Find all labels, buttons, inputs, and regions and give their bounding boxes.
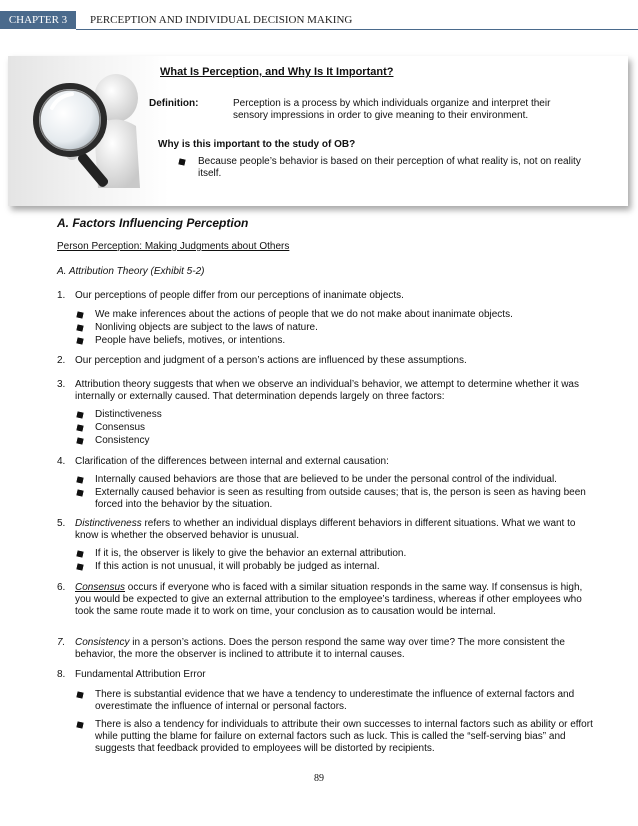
chapter-title: PERCEPTION AND INDIVIDUAL DECISION MAKING <box>90 14 353 26</box>
list-item: Fundamental Attribution Error <box>75 669 206 680</box>
term-distinctiveness: Distinctiveness <box>75 518 142 529</box>
term-definition: refers to whether an individual displays different behaviors in different situations. What we want to know is whether the observed behavior is unusual. <box>75 518 576 541</box>
list-item: If it is, the observer is likely to give the behavior an external attribution. <box>95 548 407 559</box>
banner-title: What Is Perception, and Why Is It Important? <box>160 66 394 78</box>
item-number: 4. <box>57 456 66 467</box>
item-number: 1. <box>57 290 66 301</box>
bullet-icon <box>76 563 83 570</box>
list-item: Our perception and judgment of a person’s actions are influenced by these assumptions. <box>75 355 467 366</box>
list-item: Attribution theory suggests that when we observe an individual’s behavior, we attempt to determine whether it was internally or externally caused. That determination depends largely on three factors: <box>75 379 579 402</box>
term-definition: in a person’s actions. Does the person respond the same way over time? The more consistent the behavior, the more the observer is inclined to attribute it to internal causes. <box>75 637 565 660</box>
list-item <box>75 582 595 618</box>
chapter-label: CHAPTER 3 <box>0 11 76 29</box>
item-number: 5. <box>57 518 66 529</box>
bullet-icon <box>76 476 83 483</box>
term-definition: occurs if everyone who is faced with a similar situation responds in the same way. If consensus is high, you would be expected to give an external attribution to the employee’s tardiness, whereas if other employees who took the same route made it to work on time, your conclusion as to causation would be internal. <box>75 582 583 617</box>
header-rule <box>76 29 638 30</box>
bullet-icon <box>76 424 83 431</box>
magnifier-figure-illustration <box>28 68 148 200</box>
bullet-icon <box>76 691 83 698</box>
list-item: Distinctiveness <box>95 409 162 420</box>
list-item: Nonliving objects are subject to the laws of nature. <box>95 322 318 333</box>
list-item: Clarification of the differences between internal and external causation: <box>75 456 389 467</box>
list-item: Consensus <box>95 422 146 433</box>
list-item: Consistency <box>95 435 150 446</box>
bullet-icon <box>76 437 83 444</box>
bullet-icon <box>76 411 83 418</box>
definition-text: Perception is a process by which individuals organize and interpret their sensory impressions in order to give meaning to their environment. <box>233 98 551 121</box>
item-number: 3. <box>57 379 66 390</box>
term-consensus: Consensus <box>75 582 126 593</box>
bullet-icon <box>178 158 185 165</box>
list-item <box>75 518 595 542</box>
list-item: There is substantial evidence that we have a tendency to underestimate the influence of external factors and overestimate the influence of internal or personal factors. <box>95 689 575 712</box>
term-consistency: Consistency <box>75 637 130 648</box>
bullet-icon <box>76 550 83 557</box>
subheading: Person Perception: Making Judgments about Others <box>57 241 290 252</box>
why-question: Why is this important to the study of OB? <box>158 139 356 150</box>
list-item: Externally caused behavior is seen as resulting from outside causes; that is, the person is seen as having been forced into the behavior by the situation. <box>95 487 586 510</box>
item-number: 8. <box>57 669 66 680</box>
bullet-icon <box>76 337 83 344</box>
list-item: People have beliefs, motives, or intentions. <box>95 335 286 346</box>
bullet-icon <box>76 324 83 331</box>
page-number: 89 <box>314 773 324 784</box>
list-item: Our perceptions of people differ from our perceptions of inanimate objects. <box>75 290 404 301</box>
list-item <box>75 637 595 661</box>
banner-bullet-text: Because people’s behavior is based on their perception of what reality is, not on reality itself. <box>198 156 581 179</box>
item-number: 2. <box>57 355 66 366</box>
bullet-icon <box>76 311 83 318</box>
list-item: We make inferences about the actions of people that we do not make about inanimate objects. <box>95 309 513 320</box>
item-number: 6. <box>57 582 66 593</box>
bullet-icon <box>76 489 83 496</box>
list-item: There is also a tendency for individuals to attribute their own successes to internal factors such as ability or effort while putting the blame for failure on external factors such as luck. This is called the “self-serving bias” and suggests that feedback provided to employees will be distorted by recipients. <box>95 719 593 754</box>
list-item: Internally caused behaviors are those that are believed to be under the personal control of the individual. <box>95 474 557 485</box>
section-title: A. Factors Influencing Perception <box>57 216 249 230</box>
subsection-title: A. Attribution Theory (Exhibit 5-2) <box>57 266 205 277</box>
bullet-icon <box>76 721 83 728</box>
list-item: If this action is not unusual, it will probably be judged as internal. <box>95 561 380 572</box>
item-number: 7. <box>57 637 66 648</box>
definition-label: Definition: <box>149 98 199 109</box>
